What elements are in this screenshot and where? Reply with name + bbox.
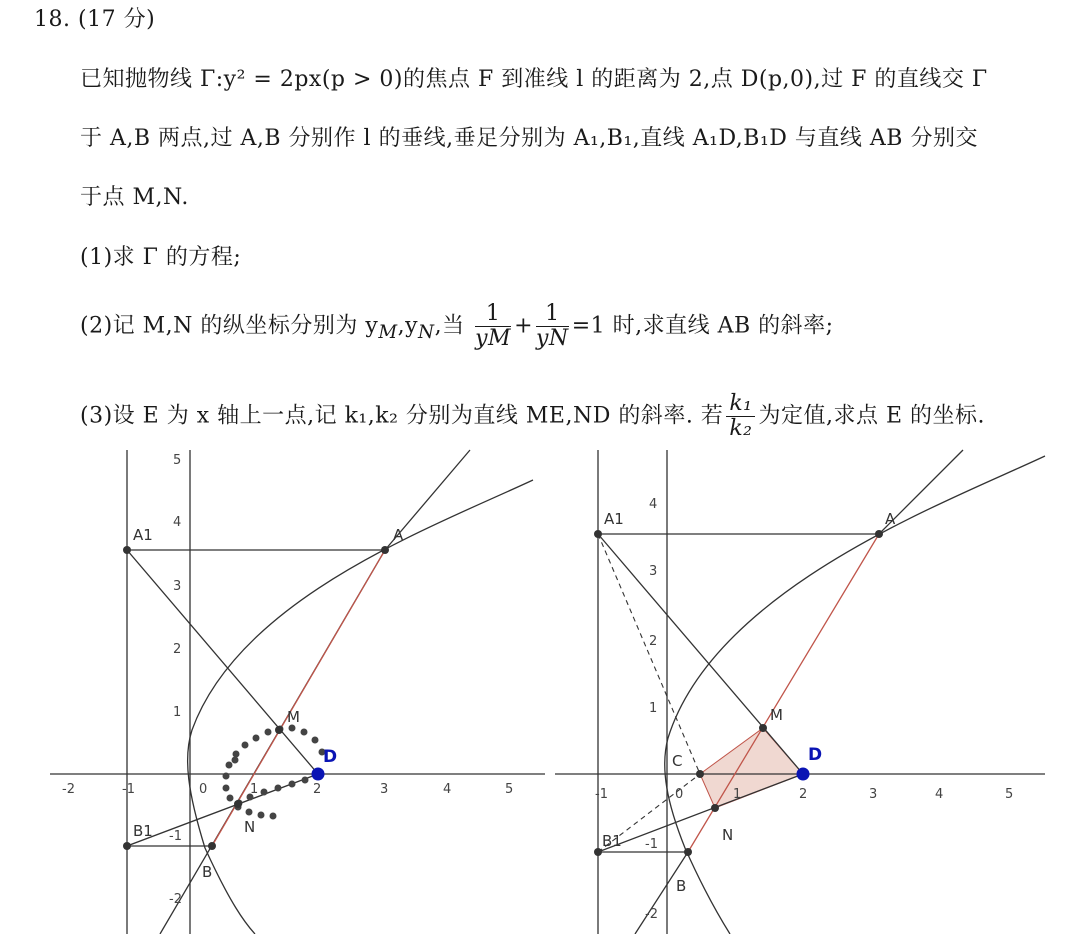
right-point-N [711,804,719,812]
right-point-B [684,848,692,856]
q2-suffix: =1 时,求直线 AB 的斜率; [571,313,834,339]
q3-prefix: (3)设 E 为 x 轴上一点,记 k₁,k₂ 分别为直线 ME,ND 的斜率. 若 [80,403,724,429]
right-label-C: C [672,752,683,770]
question-3 [80,392,985,441]
right-point-A1 [594,530,602,538]
svg-text:2: 2 [313,782,322,797]
left-point-B1 [123,842,131,850]
left-label-A: A [393,526,404,544]
left-label-B: B [202,863,213,881]
svg-text:-1: -1 [645,837,658,852]
right-label-B: B [676,877,687,895]
right-point-B1 [594,848,602,856]
svg-text:1: 1 [649,701,658,716]
right-shaded-quadrilateral [700,728,803,808]
left-label-M: M [287,708,300,726]
right-parabola [665,456,1045,934]
problem-score: (17 分) [78,7,156,32]
q2-prefix: (2)记 M,N 的纵坐标分别为 y [80,313,379,339]
svg-text:0: 0 [199,782,208,797]
figure-right [555,448,1055,938]
svg-text:1: 1 [733,787,742,802]
right-point-M [759,724,767,732]
left-label-D: D [323,747,338,767]
left-point-M [275,726,283,734]
q2-fraction-2: $\frac{1}{yN}$ [536,301,569,351]
svg-text:-1: -1 [595,787,608,802]
right-line-B1D [598,774,803,852]
svg-text:2: 2 [799,787,808,802]
svg-text:5: 5 [505,782,514,797]
problem-header [34,2,155,33]
svg-text:-1: -1 [122,782,135,797]
figure-right-svg [555,448,1055,934]
svg-text:2: 2 [173,642,182,657]
right-segment-AB-highlight [688,534,879,852]
q2-plus: + [514,313,533,339]
svg-text:4: 4 [649,497,658,512]
q2-fraction-1: $\frac{1}{yM}$ [475,301,512,351]
svg-text:-2: -2 [645,907,658,922]
svg-text:3: 3 [649,564,658,579]
right-x-ticks [595,787,1013,802]
right-line-A1D [598,534,803,774]
left-point-B [208,842,216,850]
left-label-A1: A1 [133,526,153,544]
right-point-C [696,770,704,778]
svg-text:1: 1 [250,782,259,797]
right-label-A: A [885,510,896,528]
problem-stem-line-3: 于点 M,N. [80,185,189,210]
figure-left [40,448,550,938]
problem-stem-line-2: 于 A,B 两点,过 A,B 分别作 l 的垂线,垂足分别为 A₁,B₁,直线 A₁D,B₁D 与直线 AB 分别交 [80,126,978,151]
left-parabola [188,480,533,934]
q2-mid: ,y [397,313,419,339]
right-point-D [797,768,810,781]
left-x-ticks [62,782,513,797]
svg-text:4: 4 [443,782,452,797]
question-2 [80,302,834,351]
right-label-D: D [808,745,823,765]
left-point-A [381,546,389,554]
svg-text:5: 5 [1005,787,1014,802]
left-point-N [234,800,242,808]
right-point-A [875,530,883,538]
svg-text:0: 0 [675,787,684,802]
q3-fraction: $\frac{\text{k₁}}{\text{k₂}}$ [726,392,755,441]
right-label-N: N [722,826,734,844]
right-label-A1: A1 [604,510,624,528]
svg-text:3: 3 [380,782,389,797]
right-y-ticks [645,497,658,922]
svg-text:4: 4 [173,515,182,530]
question-1: (1)求 Γ 的方程; [80,245,242,270]
right-label-M: M [770,706,783,724]
svg-text:3: 3 [869,787,878,802]
problem-number: 18. [34,7,71,32]
left-point-D [312,768,325,781]
svg-text:-2: -2 [169,892,182,907]
svg-text:3: 3 [173,579,182,594]
svg-text:5: 5 [173,453,182,468]
figure-left-svg [40,448,550,934]
right-label-B1: B1 [602,832,622,850]
problem-stem-line-1: 已知抛物线 Γ:y² = 2px(p > 0)的焦点 F 到准线 l 的距离为 2,点 D(p,0),过 F 的直线交 Γ [80,67,988,92]
q2-when: ,当 [434,313,465,339]
left-label-B1: B1 [133,822,153,840]
svg-text:-2: -2 [62,782,75,797]
q2-sub-n: N [418,321,435,343]
left-line-A1D [127,550,318,774]
q2-sub-m: M [378,321,398,343]
svg-text:1: 1 [173,705,182,720]
left-point-A1 [123,546,131,554]
svg-text:4: 4 [935,787,944,802]
left-label-N: N [244,818,256,836]
svg-text:-1: -1 [169,829,182,844]
left-y-ticks [169,453,182,907]
svg-text:2: 2 [649,634,658,649]
q3-suffix: 为定值,求点 E 的坐标. [758,403,986,429]
